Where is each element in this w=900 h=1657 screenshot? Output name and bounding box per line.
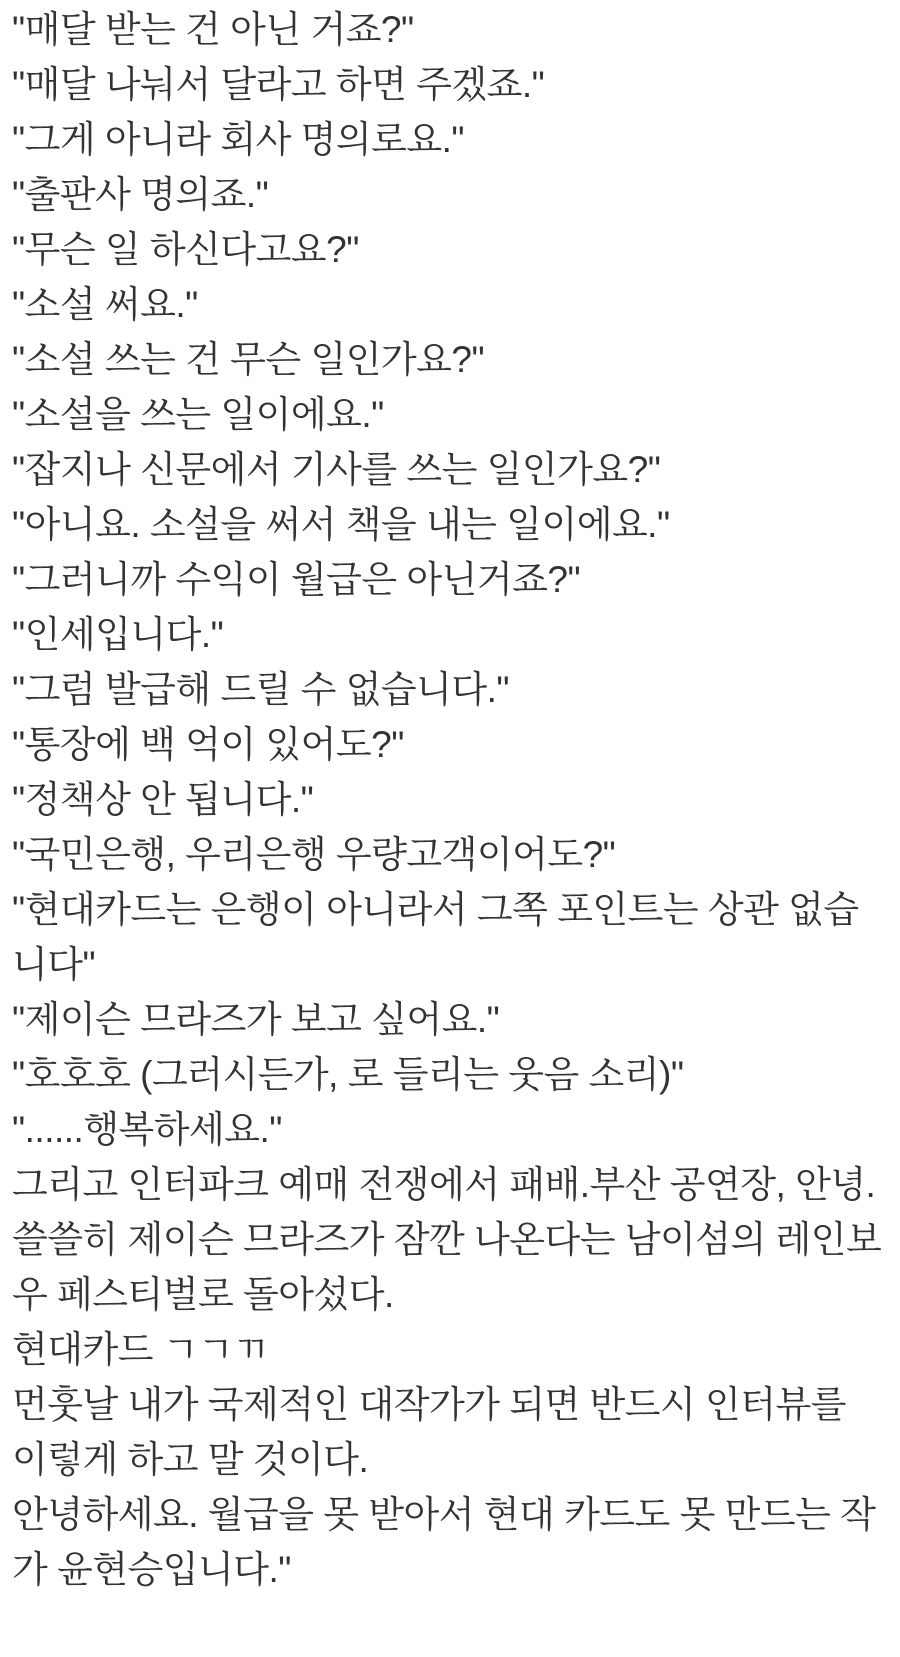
text-line: "아니요. 소설을 써서 책을 내는 일이에요." — [12, 504, 670, 545]
text-line: "그게 아니라 회사 명의로요." — [12, 119, 465, 160]
text-line: "정책상 안 됩니다." — [12, 779, 314, 820]
text-line: "매달 나눠서 달라고 하면 주겠죠." — [12, 64, 545, 105]
text-line: "그러니까 수익이 월급은 아닌거죠?" — [12, 559, 581, 600]
text-line: "......행복하세요." — [12, 1109, 282, 1150]
text-line: "무슨 일 하신다고요?" — [12, 229, 359, 270]
text-line: "국민은행, 우리은행 우량고객이어도?" — [12, 834, 616, 875]
text-line: 쓸쓸히 제이슨 므라즈가 잠깐 나온다는 남이섬의 레인보우 페스티벌로 돌아섰다. — [12, 1219, 882, 1315]
text-line: "소설 써요." — [12, 284, 198, 325]
text-line: "매달 받는 건 아닌 거죠?" — [12, 9, 414, 50]
text-line: "잡지나 신문에서 기사를 쓰는 일인가요?" — [12, 449, 661, 490]
text-line: "통장에 백 억이 있어도?" — [12, 724, 404, 765]
text-line: "출판사 명의죠." — [12, 174, 269, 215]
text-line: 그리고 인터파크 예매 전쟁에서 패배.부산 공연장, 안녕. — [12, 1164, 876, 1205]
text-line: "소설 쓰는 건 무슨 일인가요?" — [12, 339, 485, 380]
post-body — [12, 2, 886, 1597]
text-line: "호호호 (그러시든가, 로 들리는 웃음 소리)" — [12, 1054, 684, 1095]
text-line: "인세입니다." — [12, 614, 224, 655]
text-line: 현대카드 ㄱㄱㄲ — [12, 1329, 269, 1370]
text-line: "현대카드는 은행이 아니라서 그쪽 포인트는 상관 없습니다" — [12, 889, 859, 985]
text-line: "그럼 발급해 드릴 수 없습니다." — [12, 669, 510, 710]
text-line: "제이슨 므라즈가 보고 싶어요." — [12, 999, 500, 1040]
text-line: 먼훗날 내가 국제적인 대작가가 되면 반드시 인터뷰를 이렇게 하고 말 것이다. — [12, 1384, 847, 1480]
text-line: "소설을 쓰는 일이에요." — [12, 394, 384, 435]
text-line: 안녕하세요. 월급을 못 받아서 현대 카드도 못 만드는 작가 윤현승입니다." — [12, 1494, 876, 1590]
